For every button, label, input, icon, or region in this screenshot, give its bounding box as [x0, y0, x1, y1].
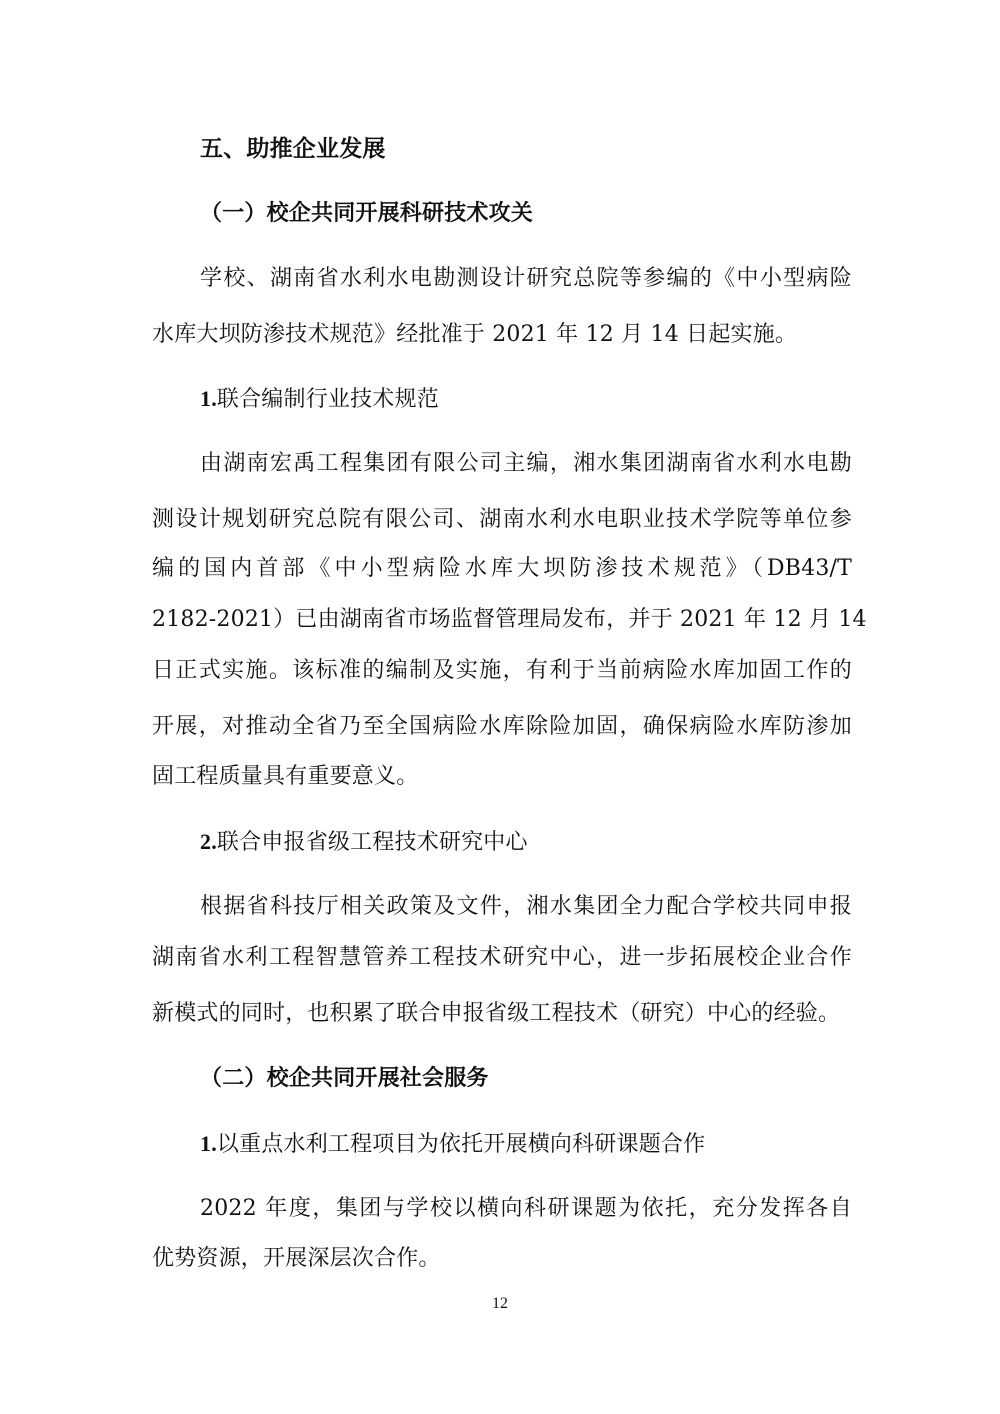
item-number: 1. — [200, 386, 217, 411]
paragraph-line: 开展，对推动全省乃至全国病险水库除险加固，确保病险水库防渗加 — [152, 714, 852, 739]
item-number: 2. — [200, 829, 217, 854]
subsection-heading-2: （二）校企共同开展社会服务 — [200, 1066, 489, 1091]
intro-line-1: 学校、湖南省水利水电勘测设计研究总院等参编的《中小型病险 — [200, 266, 852, 291]
item-title: 以重点水利工程项目为依托开展横向科研课题合作 — [216, 1132, 706, 1157]
subsection-heading-1: （一）校企共同开展科研技术攻关 — [200, 201, 534, 226]
item-heading-2-1 — [200, 1129, 705, 1160]
intro-line-2: 水库大坝防渗技术规范》经批准于 2021 年 12 月 14 日起实施。 — [152, 322, 798, 347]
paragraph-line: 新模式的同时，也积累了联合申报省级工程技术（研究）中心的经验。 — [152, 1001, 841, 1026]
section-heading: 五、助推企业发展 — [200, 136, 386, 162]
item-heading-1-1 — [200, 384, 439, 415]
paragraph-line: 编的国内首部《中小型病险水库大坝防渗技术规范》（DB43/T — [152, 556, 852, 581]
page-number: 12 — [492, 1295, 508, 1312]
item-number: 1. — [200, 1131, 217, 1156]
paragraph-line: 固工程质量具有重要意义。 — [152, 764, 419, 789]
paragraph-line: 湖南省水利工程智慧管养工程技术研究中心，进一步拓展校企业合作 — [152, 945, 852, 970]
paragraph-line: 测设计规划研究总院有限公司、湖南水利水电职业技术学院等单位参 — [152, 507, 852, 532]
paragraph-line: 由湖南宏禹工程集团有限公司主编，湘水集团湖南省水利水电勘 — [200, 451, 852, 476]
paragraph-line: 2182-2021）已由湖南省市场监督管理局发布，并于 2021 年 12 月 14 — [152, 607, 867, 632]
paragraph-line: 2022 年度，集团与学校以横向科研课题为依托，充分发挥各自 — [200, 1196, 852, 1221]
item-title: 联合编制行业技术规范 — [216, 387, 439, 412]
paragraph-line: 日正式实施。该标准的编制及实施，有利于当前病险水库加固工作的 — [152, 658, 852, 683]
item-heading-1-2 — [200, 827, 528, 858]
paragraph-line: 优势资源，开展深层次合作。 — [152, 1246, 441, 1271]
item-title: 联合申报省级工程技术研究中心 — [216, 830, 528, 855]
paragraph-line: 根据省科技厅相关政策及文件，湘水集团全力配合学校共同申报 — [200, 894, 852, 919]
